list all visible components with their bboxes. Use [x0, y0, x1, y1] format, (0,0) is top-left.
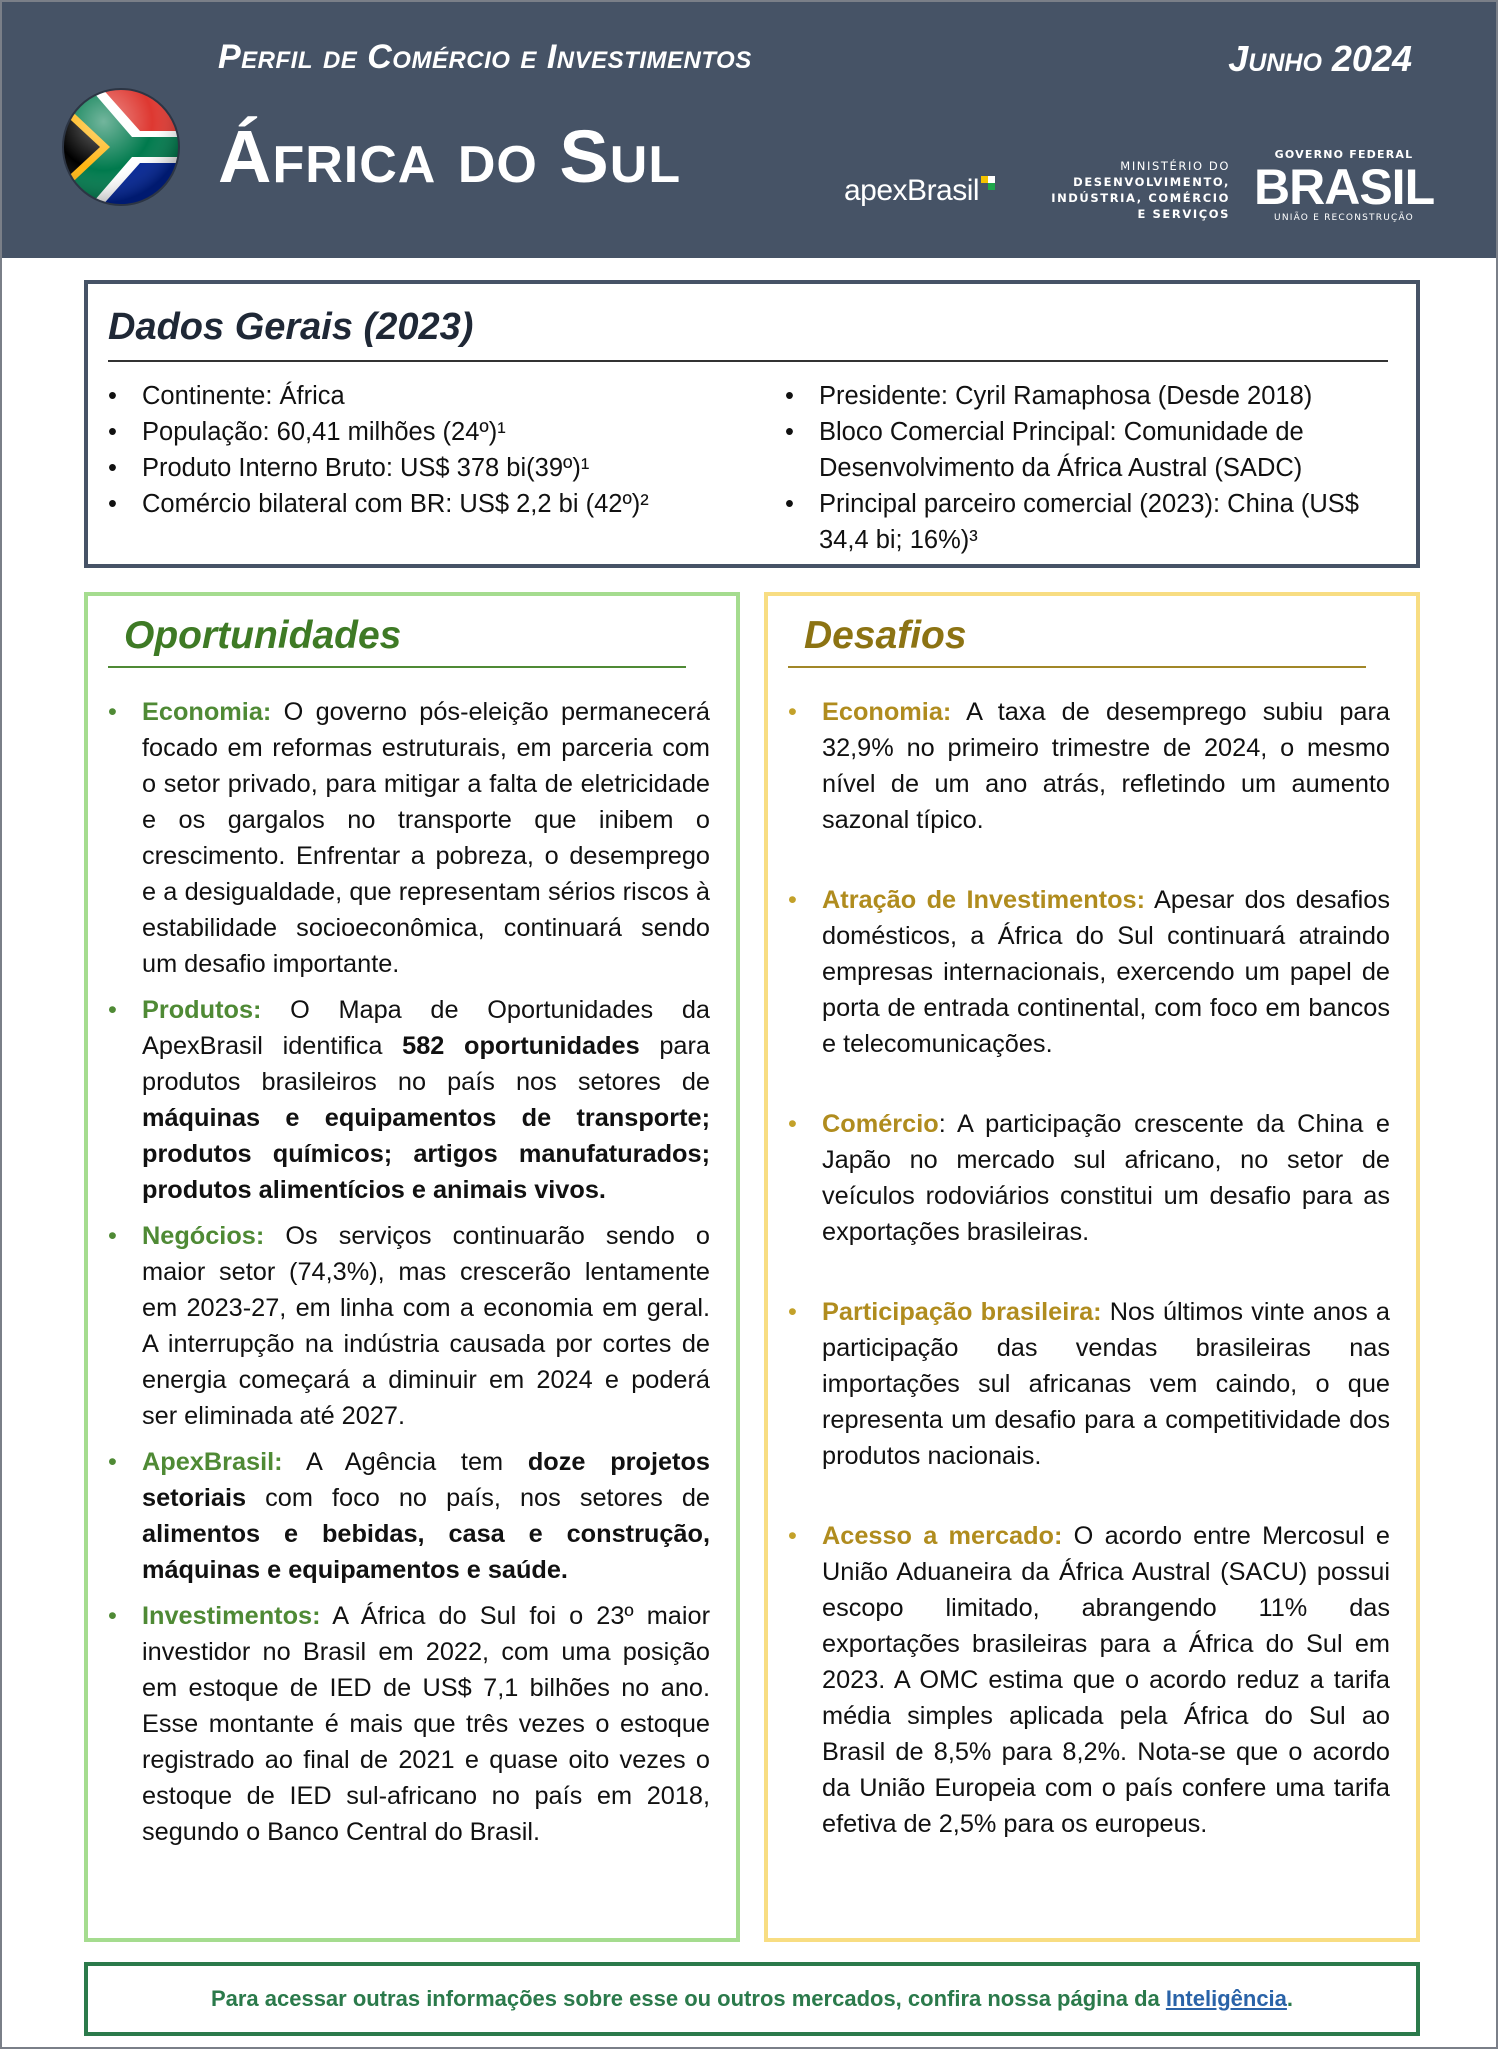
item-text: A Agência tem — [282, 1448, 528, 1476]
opportunities-list — [108, 694, 710, 1860]
general-data-list-left — [108, 378, 748, 522]
challenge-item-participacao-brasileira — [788, 1294, 1390, 1474]
item-label: Atração de Investimentos: — [822, 886, 1146, 914]
south-africa-flag-icon — [60, 86, 182, 208]
general-data-item: • População: 60,41 milhões (24º)¹ — [108, 414, 748, 450]
opportunity-item-economia — [108, 694, 710, 982]
item-highlight: alimentos e bebidas, casa e construção, máquinas e equipamentos e saúde. — [142, 1520, 710, 1584]
general-data-item: • Principal parceiro comercial (2023): China (US$ 34,4 bi; 16%)³ — [785, 486, 1385, 558]
general-data-item: • Comércio bilateral com BR: US$ 2,2 bi (42º)² — [108, 486, 748, 522]
inteligencia-link[interactable]: Inteligência — [1165, 1986, 1287, 2011]
item-highlight: doze projetos setoriais — [142, 1448, 710, 1512]
general-data-divider — [108, 360, 1388, 362]
ministry-logo — [1042, 158, 1230, 222]
general-data-list-right — [785, 378, 1385, 558]
challenges-list — [788, 694, 1390, 1886]
footer-text: Para acessar outras informações sobre esse ou outros mercados, confira nossa página da — [210, 1986, 1160, 2011]
opportunities-title: Oportunidades — [124, 614, 402, 657]
item-text: O acordo entre Mercosul e União Aduaneira da África Austral (SACU) possui escopo limitado, abrangendo 11% das exportações brasileiras para a África do Sul em 2023. A OMC estima que o acordo reduz a tarifa média simples aplicada pela África do Sul ao Brasil de 8,5% para 8,2%. Nota-se que o acordo da União Europeia com o país confere uma tarifa efetiva de 2,5% para os europeus. — [822, 1522, 1390, 1838]
apexbrasil-logo-text: apexBrasil — [844, 174, 980, 207]
document-date: Junho 2024 — [1228, 38, 1412, 79]
governo-federal-logo — [1254, 148, 1434, 223]
item-text: Os serviços continuarão sendo o maior setor (74,3%), mas crescerão lentamente em 2023-27, em linha com a economia em geral. A interrupção na indústria causada por cortes de energia começará a diminuir em 2024 e poderá ser eliminada até 2027. — [142, 1222, 710, 1430]
item-highlight: máquinas e equipamentos de transporte; produtos químicos; artigos manufaturados; produtos alimentícios e animais vivos. — [142, 1104, 710, 1204]
apexbrasil-mark-icon — [981, 176, 995, 190]
challenge-item-economia — [788, 694, 1390, 838]
item-label: Economia: — [822, 698, 952, 726]
general-data-panel — [84, 280, 1420, 568]
item-highlight: 582 oportunidades — [402, 1032, 640, 1060]
gov-logo-brasil: BRASIL — [1254, 159, 1435, 215]
ministry-line: MINISTÉRIO DO — [1120, 159, 1230, 173]
opportunities-panel — [84, 592, 740, 1942]
general-data-item: • Bloco Comercial Principal: Comunidade de Desenvolvimento da África Austral (SADC) — [785, 414, 1385, 486]
general-data-item: • Produto Interno Bruto: US$ 378 bi(39º)¹ — [108, 450, 748, 486]
challenges-panel — [764, 592, 1420, 1942]
ministry-line: INDÚSTRIA, COMÉRCIO — [1051, 191, 1230, 205]
opportunity-item-produtos — [108, 992, 710, 1208]
challenge-item-acesso-mercado — [788, 1518, 1390, 1842]
item-label: Acesso a mercado: — [822, 1522, 1063, 1550]
item-label: Economia: — [142, 698, 272, 726]
apexbrasil-logo — [844, 174, 995, 208]
footer-end: . — [1286, 1986, 1294, 2011]
challenge-item-atracao-investimentos — [788, 882, 1390, 1062]
general-data-title: Dados Gerais (2023) — [108, 306, 474, 348]
opportunity-item-negocios — [108, 1218, 710, 1434]
item-label: Comércio — [822, 1110, 939, 1138]
item-text: O governo pós-eleição permanecerá focado em reformas estruturais, em parceria com o setor privado, para mitigar a falta de eletricidade e os gargalos no transporte que inibem o crescimento. Enfrentar a pobreza, o desemprego e a desigualdade, que representam sérios riscos à estabilidade socioeconômica, continuará sendo um desafio importante. — [142, 698, 710, 978]
item-text: O Mapa de Oportunidades da ApexBrasil identifica — [142, 996, 710, 1060]
item-label: Investimentos: — [142, 1602, 321, 1630]
footer-banner — [84, 1962, 1420, 2036]
item-text: para produtos brasileiros no país nos setores de — [142, 1032, 710, 1096]
opportunity-item-apexbrasil — [108, 1444, 710, 1588]
item-text: Apesar dos desafios domésticos, a África do Sul continuará atraindo empresas internacionais, exercendo um papel de porta de entrada continental, com foco em bancos e telecomunicações. — [822, 886, 1390, 1058]
item-label: Produtos: — [142, 996, 262, 1024]
ministry-line: E SERVIÇOS — [1137, 207, 1230, 221]
ministry-line: DESENVOLVIMENTO, — [1073, 175, 1230, 189]
general-data-item: • Continente: África — [108, 378, 748, 414]
challenges-title: Desafios — [804, 614, 967, 657]
item-label: Negócios: — [142, 1222, 265, 1250]
gov-logo-bottom: UNIÃO E RECONSTRUÇÃO — [1274, 213, 1414, 223]
item-text: : A participação crescente da China e Japão no mercado sul africano, no setor de veículos rodoviários constitui um desafio para as exportações brasileiras. — [822, 1110, 1390, 1246]
gov-logo-top: GOVERNO FEDERAL — [1274, 148, 1414, 161]
item-text: Nos últimos vinte anos a participação das vendas brasileiras nas importações sul africanas vem caindo, o que representa um desafio para a competitividade dos produtos nacionais. — [822, 1298, 1390, 1470]
challenges-divider — [788, 666, 1366, 668]
opportunities-divider — [108, 666, 686, 668]
item-text: com foco no país, nos setores de — [246, 1484, 710, 1512]
item-text: A África do Sul foi o 23º maior investidor no Brasil em 2022, com uma posição em estoque de IED de US$ 7,1 bilhões no ano. Esse montante é mais que três vezes o estoque registrado ao final de 2021 e quase oito vezes o estoque de IED sul-africano no país em 2018, segundo o Banco Central do Brasil. — [142, 1602, 710, 1846]
item-label: ApexBrasil: — [142, 1448, 283, 1476]
general-data-item: • Presidente: Cyril Ramaphosa (Desde 2018) — [785, 378, 1385, 414]
item-text: A taxa de desemprego subiu para 32,9% no primeiro trimestre de 2024, o mesmo nível de um ano atrás, refletindo um aumento sazonal típico. — [822, 698, 1390, 834]
challenge-item-comercio — [788, 1106, 1390, 1250]
item-label: Participação brasileira: — [822, 1298, 1102, 1326]
document-subtitle: Perfil de Comércio e Investimentos — [218, 38, 752, 76]
country-title: África do Sul — [218, 115, 682, 198]
opportunity-item-investimentos — [108, 1598, 710, 1850]
header-banner — [2, 2, 1496, 258]
